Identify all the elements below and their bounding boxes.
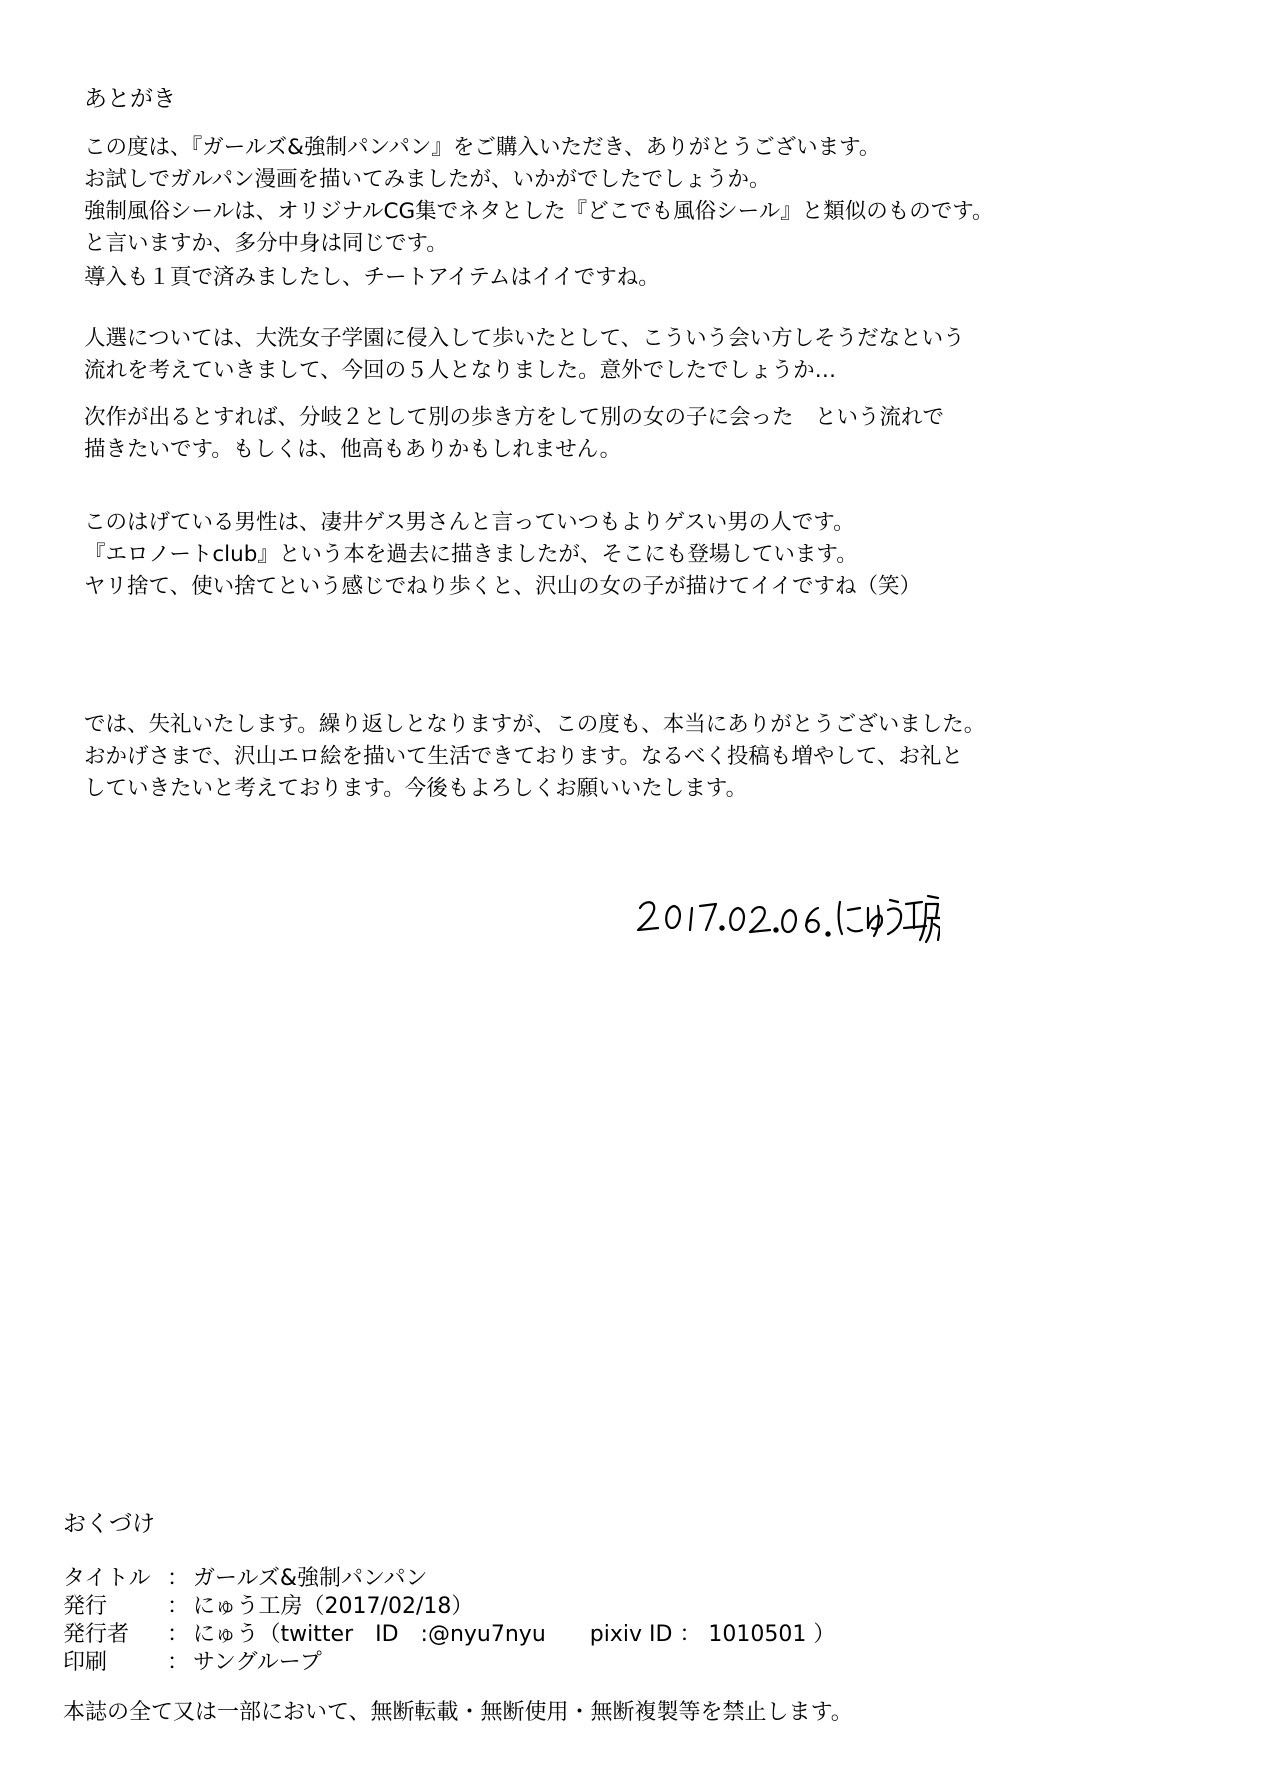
colophon-value: サングループ (193, 1650, 322, 1675)
afterword-paragraph-4 (84, 402, 1244, 466)
colophon-value: にゅう（twitter ID :@nyu7nyu pixiv ID ： 1010501 ） (193, 1622, 836, 1647)
colophon-separator: ： (167, 1566, 190, 1591)
text-line: 『エロノートclub』という本を過去に描きましたが、そこにも登場しています。 (84, 542, 858, 567)
colophon-key: 発行者 (63, 1622, 130, 1647)
colophon-key: 印刷 (63, 1650, 108, 1675)
text-line: していきたいと考えております。今後もよろしくお願いいたします。 (84, 776, 748, 801)
colophon-row-title (63, 1565, 835, 1593)
text-line: 人選については、大洗女子学園に侵入して歩いたとして、こういう会い方しそうだなという (84, 326, 965, 351)
text-line: 次作が出るとすれば、分岐２として別の歩き方をして別の女の子に会った という流れで (84, 405, 945, 430)
colophon-key: タイトル (63, 1566, 151, 1591)
text-line: ヤリ捨て、使い捨てという感じでねり歩くと、沢山の女の子が描けてイイですね（笑） (84, 574, 921, 599)
afterword-paragraph-6 (84, 709, 1244, 805)
afterword-paragraph-5 (84, 507, 1244, 603)
text-line: 強制風俗シールは、オリジナルCG集でネタとした『どこでも風俗シール』と類似のものです。 (84, 199, 994, 224)
colophon-separator: ： (167, 1594, 190, 1619)
text-line: おかげさまで、沢山エロ絵を描いて生活できております。なるべく投稿も増やして、お礼と (84, 744, 963, 769)
colophon-value: にゅう工房（2017/02/18） (193, 1594, 474, 1619)
text-line: 導入も１頁で済みましたし、チートアイテムはイイですね。 (84, 265, 660, 290)
text-line: お試しでガルパン漫画を描いてみましたが、いかがでしたでしょうか。 (84, 167, 771, 192)
colophon-separator: ： (167, 1650, 190, 1675)
afterword-paragraph-1 (84, 132, 1244, 260)
afterword-title: あとがき (84, 86, 176, 112)
colophon-title: おくづけ (63, 1511, 155, 1537)
colophon-row-publisher (63, 1593, 835, 1621)
text-line: このはげている男性は、凄井ゲス男さんと言っていつもよりゲスい男の人です。 (84, 510, 855, 535)
afterword-paragraph-2 (84, 262, 1244, 294)
colophon-key: 発行 (63, 1594, 108, 1619)
text-line: 流れを考えていきまして、今回の５人となりました。意外でしたでしょうか… (84, 358, 837, 383)
text-line: 描きたいです。もしくは、他高もありかもしれません。 (84, 437, 622, 462)
colophon-value: ガールズ&強制パンパン (193, 1566, 428, 1591)
text-line: と言いますか、多分中身は同じです。 (84, 231, 448, 256)
text-line: では、失礼いたします。繰り返しとなりますが、この度も、本当にありがとうございました。 (84, 712, 986, 737)
copyright-notice: 本誌の全て又は一部において、無断転載・無断使用・無断複製等を禁止します。 (63, 1700, 853, 1725)
colophon-row-printer (63, 1649, 835, 1677)
handwritten-signature (630, 878, 940, 948)
colophon-row-issuer (63, 1621, 835, 1649)
text-line: この度は、『ガールズ&強制パンパン』をご購入いただき、ありがとうございます。 (84, 135, 881, 160)
afterword-paragraph-3 (84, 323, 1244, 387)
colophon-separator: ： (167, 1622, 190, 1647)
colophon-table (63, 1565, 835, 1677)
